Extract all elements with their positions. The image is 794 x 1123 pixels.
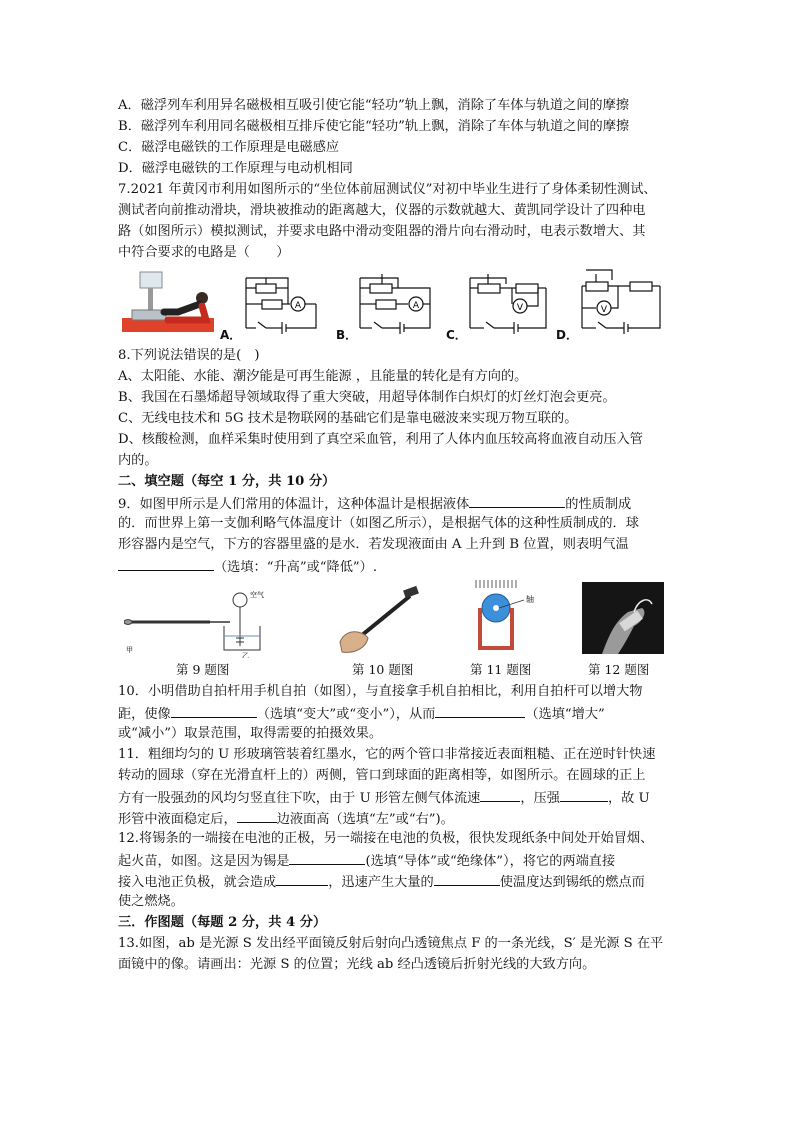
caption-fig-10: 第 10 题图 bbox=[352, 662, 414, 677]
q6-option-c: C．磁浮电磁铁的工作原理是电磁感应 bbox=[118, 140, 340, 155]
q12-line-1: 12.将锡条的一端接在电池的正极，另一端接在电池的负极，很快发现纸条中间处开始冒烟、 bbox=[118, 831, 654, 846]
q11-line-4: 形管中液面稳定后， 边液面高（选填“左”或“右”)。 bbox=[118, 808, 454, 830]
sit-and-reach-photo bbox=[118, 268, 218, 340]
q11-line-1: 11．粗细均匀的 U 形玻璃管装着红墨水，它的两个管口非常接近表面粗糙、正在逆时针快速 bbox=[118, 747, 656, 762]
thermometer-figure bbox=[124, 586, 268, 658]
option-b-label: B． bbox=[336, 328, 358, 342]
selfie-stick-photo bbox=[336, 582, 428, 654]
section-2-heading: 二、填空题（每空 1 分，共 10 分） bbox=[118, 474, 336, 489]
q11-line-3: 方有一股强劲的风均匀竖直往下吹，由于 U 形管左侧气体流速 ，压强 ，故 U bbox=[118, 787, 650, 809]
caption-fig-12: 第 12 题图 bbox=[588, 662, 650, 677]
q6-option-b: B．磁浮列车利用同名磁极相互排斥使它能“轻功”轨上飘，消除了车体与轨道之间的摩擦 bbox=[118, 119, 630, 134]
circuit-b bbox=[348, 270, 438, 338]
circuit-a bbox=[232, 270, 322, 338]
q8-option-c: C、无线电技术和 5G 技术是物联网的基础它们是靠电磁波来实现万物互联的。 bbox=[118, 411, 578, 426]
q7-line-2: 测试者向前推动滑块，滑块被推动的距离越大，仪器的示数就越大、黄凯同学设计了四种电 bbox=[118, 203, 646, 218]
q10-blank-1[interactable] bbox=[171, 703, 257, 718]
circuit-d bbox=[572, 266, 664, 338]
q11-blank-3[interactable] bbox=[237, 808, 277, 823]
q12-line-4: 使之燃烧。 bbox=[118, 894, 184, 909]
q11-line-2: 转动的圆球（穿在光滑直杆上的）两侧，管口到球面的距离相等，如图所示。在圆球的正上 bbox=[118, 768, 646, 783]
meter-c-label: V bbox=[516, 303, 524, 313]
yi-label: 乙 bbox=[242, 652, 249, 658]
option-a-label: A． bbox=[220, 328, 242, 342]
q10-line-1: 10．小明借助自拍杆用手机自拍（如图），与直接拿手机自拍相比，利用自拍杆可以增大物 bbox=[118, 684, 643, 699]
q8-option-d: D、核酸检测，血样采集时使用到了真空采血管，利用了人体内血压较高将血液自动压入管 bbox=[118, 432, 643, 447]
q7-line-3: 路（如图所示）模拟测试，并要求电路中滑动变阻器的滑片向右滑动时，电表示数增大、其 bbox=[118, 224, 646, 239]
section-3-heading: 三．作图题（每题 2 分，共 4 分） bbox=[118, 915, 327, 930]
q12-line-3: 接入电池正负极，就会造成 ，迅速产生大量的 使温度达到锡纸的燃点而 bbox=[118, 871, 645, 893]
meter-d-label: V bbox=[600, 305, 608, 315]
jia-label: 甲 bbox=[126, 646, 133, 654]
air-label: 空气 bbox=[250, 591, 264, 599]
meter-a-label: A bbox=[294, 301, 302, 311]
q8-option-a: A、太阳能、水能、潮汐能是可再生能源 ，且能量的转化是有方向的。 bbox=[118, 369, 528, 384]
q9-blank-1[interactable] bbox=[469, 493, 565, 508]
q9-blank-2[interactable] bbox=[118, 556, 214, 571]
q10-line-3: 或“减小”）取景范围，取得需要的拍摄效果。 bbox=[118, 726, 383, 741]
q10-blank-2[interactable] bbox=[435, 703, 525, 718]
option-d-label: D． bbox=[556, 328, 578, 342]
caption-fig-11: 第 11 题图 bbox=[470, 662, 532, 677]
q7-line-1: 7.2021 年黄冈市利用如图所示的“坐位体前屈测试仪”对初中毕业生进行了身体柔韧性测试、 bbox=[118, 182, 657, 197]
q9-line-4: （选填：“升高”或“降低”）. bbox=[118, 556, 377, 578]
caption-fig-9: 第 9 题图 bbox=[176, 662, 230, 677]
q12-blank-2[interactable] bbox=[276, 871, 328, 886]
meter-b-label: A bbox=[412, 301, 420, 311]
tinfoil-battery-photo bbox=[582, 582, 664, 654]
q8-option-d-cont: 内的。 bbox=[118, 453, 158, 468]
q9-line-1: 9．如图甲所示是人们常用的体温计，这种体温计是根据液体 的性质制成 bbox=[118, 493, 631, 515]
option-c-label: C． bbox=[446, 328, 467, 342]
q12-line-2: 起火苗，如图。这是因为锡是 (选填“导体”或“绝缘体”），将它的两端直接 bbox=[118, 850, 615, 872]
q11-blank-1[interactable] bbox=[480, 787, 520, 802]
q6-option-a: A．磁浮列车利用异名磁极相互吸引使它能“轻功”轨上飘，消除了车体与轨道之间的摩擦 bbox=[118, 98, 629, 113]
q8-option-b: B、我国在石墨烯超导领域取得了重大突破，用超导体制作白炽灯的灯丝灯泡会更亮。 bbox=[118, 390, 616, 405]
q7-line-4: 中符合要求的电路是（ ） bbox=[118, 245, 290, 260]
q13-line-1: 13.如图，ab 是光源 S 发出经平面镜反射后射向凸透镜焦点 F 的一条光线，S′ 是光源 S 在平 bbox=[118, 936, 664, 951]
q6-option-d: D．磁浮电磁铁的工作原理与电动机相同 bbox=[118, 161, 353, 176]
u-tube-figure bbox=[466, 578, 552, 658]
axis-label: 轴 bbox=[526, 595, 534, 604]
q13-line-2: 面镜中的像。请画出：光源 S 的位置；光线 ab 经凸透镜后折射光线的大致方向。 bbox=[118, 957, 596, 972]
q12-blank-1[interactable] bbox=[289, 850, 365, 865]
q11-blank-2[interactable] bbox=[560, 787, 608, 802]
q12-blank-3[interactable] bbox=[434, 871, 500, 886]
circuit-c bbox=[460, 270, 552, 338]
q8-stem: 8.下列说法错误的是( ) bbox=[118, 348, 260, 363]
q9-line-2: 的．而世界上第一支伽利略气体温度计（如图乙所示），是根据气体的这种性质制成的．球 bbox=[118, 516, 639, 531]
q9-line-3: 形容器内是空气，下方的容器里盛的是水．若发现液面由 A 上升到 B 位置，则表明气温 bbox=[118, 537, 629, 552]
q10-line-2: 距，使像 （选填“变大”或“变小”），从而 （选填“增大” bbox=[118, 703, 605, 725]
